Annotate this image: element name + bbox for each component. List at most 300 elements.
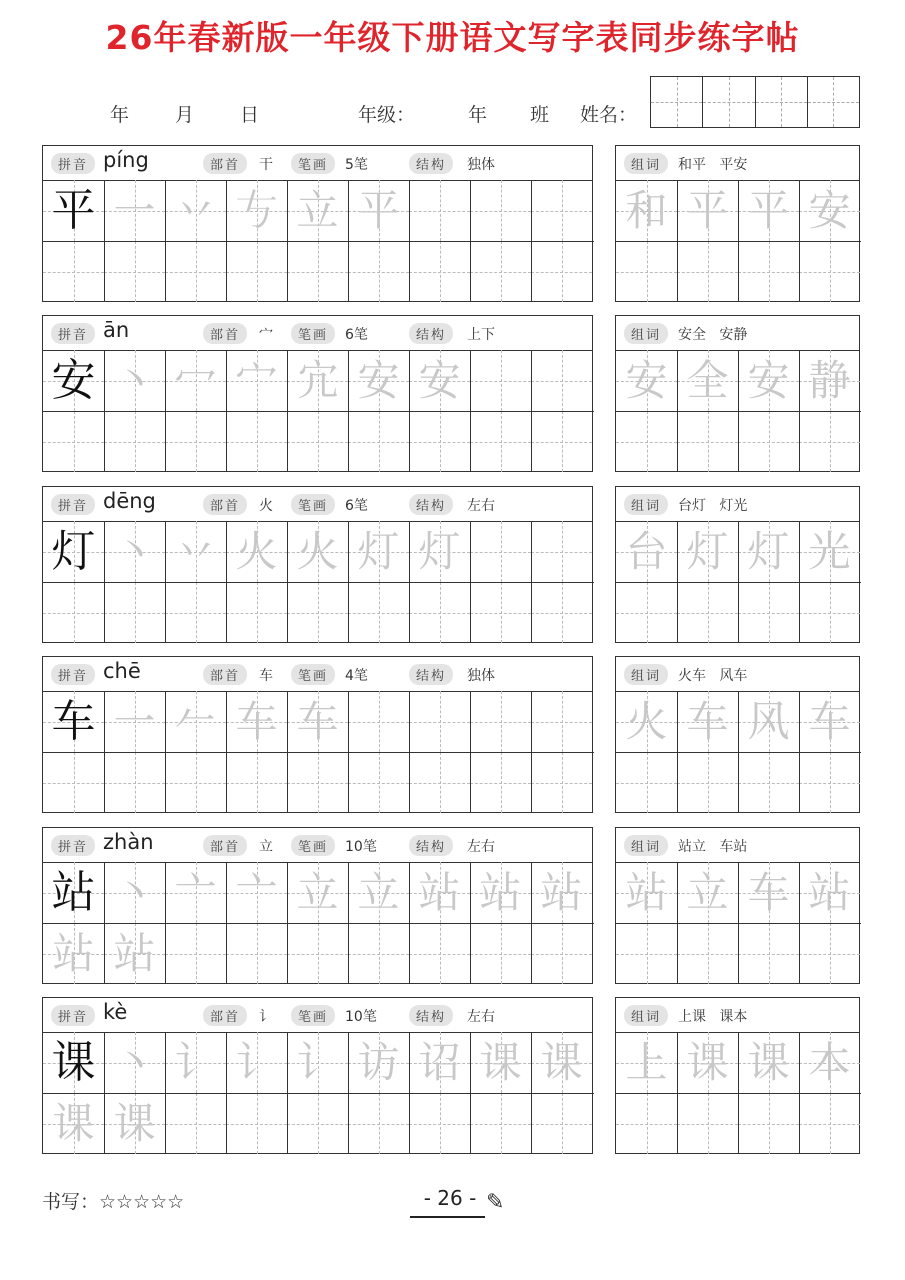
word-writing-cell[interactable] (738, 241, 799, 302)
writing-cell[interactable] (470, 1093, 531, 1154)
word-trace-character: 平 (686, 186, 729, 235)
stroke-order-step: 冖 (174, 356, 217, 405)
word-writing-cell[interactable] (677, 1032, 738, 1093)
writing-cell[interactable] (43, 1093, 104, 1154)
stroke-order-step: 丶 (113, 1038, 156, 1087)
structure-value: 独体 (467, 668, 495, 684)
writing-cell[interactable] (104, 241, 165, 302)
writing-cell[interactable] (165, 350, 226, 411)
structure-value: 左右 (467, 498, 495, 514)
word-writing-cell[interactable] (799, 752, 860, 813)
stroke-order-step: 丶 (113, 356, 156, 405)
words-tag: 组词 (624, 323, 668, 344)
stroke-order-step: 丶 (113, 527, 156, 576)
stroke-order-step: 站 (113, 929, 156, 978)
writing-cell[interactable] (531, 1032, 592, 1093)
writing-cell[interactable] (43, 582, 104, 643)
writing-cell[interactable] (43, 521, 104, 582)
word-writing-cell[interactable] (616, 180, 677, 241)
pinyin-tag: 拼音 (51, 494, 95, 515)
pinyin-tag: 拼音 (51, 664, 95, 685)
word-writing-cell[interactable] (677, 582, 738, 643)
writing-cell[interactable] (348, 923, 409, 984)
writing-cell[interactable] (104, 1093, 165, 1154)
strokes-tag: 笔画 (291, 153, 335, 174)
stroke-order-step: 火 (235, 527, 278, 576)
writing-cell[interactable] (165, 752, 226, 813)
char-info-row (43, 657, 592, 692)
writing-cell[interactable] (470, 923, 531, 984)
words-info-row (616, 828, 859, 863)
word-trace-character: 静 (808, 356, 851, 405)
date-day-label: 日 (240, 104, 260, 126)
stroke-order-step: 诏 (418, 1038, 461, 1087)
writing-cell[interactable] (409, 1032, 470, 1093)
word-practice-block (615, 656, 860, 813)
name-box[interactable] (650, 76, 703, 128)
writing-cell[interactable] (43, 241, 104, 302)
word-writing-cell[interactable] (738, 411, 799, 472)
writing-cell[interactable] (104, 411, 165, 472)
words-info-row (616, 487, 859, 522)
word-writing-cell[interactable] (799, 180, 860, 241)
model-character: 灯 (51, 526, 96, 577)
writing-cell[interactable] (287, 582, 348, 643)
word-writing-cell[interactable] (677, 923, 738, 984)
radical-value: 车 (259, 668, 273, 684)
writing-cell[interactable] (226, 582, 287, 643)
structure-value: 独体 (467, 157, 495, 173)
structure-tag: 结构 (409, 835, 453, 856)
stroke-order-step: 讠 (296, 1038, 339, 1087)
writing-cell[interactable] (226, 691, 287, 752)
name-box[interactable] (756, 76, 808, 128)
word-trace-character: 安 (625, 356, 668, 405)
writing-cell[interactable] (226, 241, 287, 302)
writing-cell[interactable] (348, 411, 409, 472)
writing-cell[interactable] (43, 862, 104, 923)
writing-cell[interactable] (348, 350, 409, 411)
word-trace-character: 灯 (747, 527, 790, 576)
writing-cell[interactable] (470, 691, 531, 752)
word-trace-character: 车 (747, 868, 790, 917)
structure-value: 左右 (467, 1009, 495, 1025)
word-writing-cell[interactable] (616, 862, 677, 923)
stroke-order-step: 课 (479, 1038, 522, 1087)
char-practice-block (42, 486, 593, 643)
writing-cell[interactable] (470, 582, 531, 643)
word-trace-character: 站 (625, 868, 668, 917)
stroke-order-step: 一 (113, 697, 156, 746)
structure-tag: 结构 (409, 494, 453, 515)
stroke-order-step: 𠂉 (174, 697, 217, 746)
model-character: 站 (51, 867, 96, 918)
writing-cell[interactable] (531, 521, 592, 582)
strokes-value: 10笔 (345, 839, 377, 855)
writing-cell[interactable] (226, 862, 287, 923)
writing-cell[interactable] (43, 752, 104, 813)
page-number: - 26 - (423, 1186, 477, 1210)
word-writing-cell[interactable] (616, 752, 677, 813)
writing-cell[interactable] (409, 691, 470, 752)
char-info-row (43, 998, 592, 1033)
word-practice-block (615, 145, 860, 302)
word-writing-cell[interactable] (677, 752, 738, 813)
word-writing-cell[interactable] (616, 1093, 677, 1154)
class-label: 班 (530, 104, 550, 126)
writing-cell[interactable] (165, 411, 226, 472)
word-writing-cell[interactable] (616, 350, 677, 411)
writing-cell[interactable] (43, 691, 104, 752)
stroke-order-step: 丷 (174, 527, 217, 576)
writing-cell[interactable] (226, 752, 287, 813)
writing-cell[interactable] (409, 1093, 470, 1154)
writing-cell[interactable] (470, 180, 531, 241)
stroke-order-step: 宂 (296, 356, 339, 405)
char-practice-block (42, 656, 593, 813)
words-tag: 组词 (624, 153, 668, 174)
structure-value: 上下 (467, 327, 495, 343)
writing-cell[interactable] (165, 241, 226, 302)
radical-tag: 部首 (203, 664, 247, 685)
writing-cell[interactable] (226, 923, 287, 984)
stroke-order-step: 丶 (113, 868, 156, 917)
pinyin-value: dēng (103, 489, 156, 513)
writing-cell[interactable] (165, 1093, 226, 1154)
structure-tag: 结构 (409, 323, 453, 344)
word-trace-character: 课 (747, 1038, 790, 1087)
word-writing-cell[interactable] (738, 862, 799, 923)
words-info-row (616, 998, 859, 1033)
grade-year-label: 年 (468, 104, 488, 126)
word-writing-cell[interactable] (738, 923, 799, 984)
word-practice-block (615, 486, 860, 643)
writing-cell[interactable] (104, 521, 165, 582)
pinyin-value: chē (103, 659, 141, 683)
writing-cell[interactable] (104, 180, 165, 241)
structure-tag: 结构 (409, 153, 453, 174)
writing-cell[interactable] (470, 1032, 531, 1093)
word-writing-cell[interactable] (616, 411, 677, 472)
words-value: 站立 车站 (678, 839, 748, 855)
writing-cell[interactable] (104, 752, 165, 813)
word-writing-cell[interactable] (677, 411, 738, 472)
writing-cell[interactable] (409, 521, 470, 582)
writing-cell[interactable] (104, 691, 165, 752)
name-box[interactable] (808, 76, 860, 128)
word-trace-character: 火 (625, 697, 668, 746)
stroke-order-step: 安 (357, 356, 400, 405)
writing-cell[interactable] (287, 752, 348, 813)
writing-cell[interactable] (43, 1032, 104, 1093)
word-writing-cell[interactable] (799, 1032, 860, 1093)
strokes-value: 6笔 (345, 498, 368, 514)
stroke-order-step: 𠀁 (235, 186, 278, 235)
words-info-row (616, 657, 859, 692)
writing-cell[interactable] (43, 350, 104, 411)
model-character: 课 (51, 1037, 96, 1088)
writing-cell[interactable] (348, 752, 409, 813)
word-writing-cell[interactable] (799, 1093, 860, 1154)
strokes-tag: 笔画 (291, 494, 335, 515)
stroke-order-step: 亠 (235, 868, 278, 917)
word-writing-cell[interactable] (677, 350, 738, 411)
writing-cell[interactable] (470, 350, 531, 411)
writing-cell[interactable] (409, 923, 470, 984)
writing-cell[interactable] (287, 862, 348, 923)
word-writing-cell[interactable] (616, 923, 677, 984)
writing-cell[interactable] (226, 521, 287, 582)
writing-cell[interactable] (287, 241, 348, 302)
words-info-row (616, 146, 859, 181)
word-writing-cell[interactable] (799, 691, 860, 752)
writing-cell[interactable] (348, 241, 409, 302)
name-box[interactable] (703, 76, 755, 128)
writing-cell[interactable] (287, 180, 348, 241)
word-writing-cell[interactable] (677, 862, 738, 923)
word-practice-block (615, 997, 860, 1154)
word-trace-character: 安 (808, 186, 851, 235)
writing-cell[interactable] (165, 521, 226, 582)
stroke-order-step: 立 (296, 868, 339, 917)
word-writing-cell[interactable] (738, 180, 799, 241)
writing-cell[interactable] (409, 350, 470, 411)
word-trace-character: 全 (686, 356, 729, 405)
word-writing-cell[interactable] (738, 1032, 799, 1093)
writing-cell[interactable] (409, 411, 470, 472)
word-writing-cell[interactable] (799, 862, 860, 923)
structure-tag: 结构 (409, 1005, 453, 1026)
writing-cell[interactable] (104, 350, 165, 411)
radical-tag: 部首 (203, 494, 247, 515)
stroke-order-step: 立 (296, 186, 339, 235)
radical-tag: 部首 (203, 323, 247, 344)
stroke-order-step: 站 (52, 929, 95, 978)
stroke-order-step: 安 (418, 356, 461, 405)
char-practice-block (42, 145, 593, 302)
writing-cell[interactable] (104, 582, 165, 643)
word-writing-cell[interactable] (616, 241, 677, 302)
writing-cell[interactable] (409, 862, 470, 923)
writing-cell[interactable] (165, 691, 226, 752)
writing-cell[interactable] (348, 521, 409, 582)
writing-cell[interactable] (43, 180, 104, 241)
pinyin-tag: 拼音 (51, 1005, 95, 1026)
stroke-order-step: 课 (52, 1099, 95, 1148)
word-trace-character: 灯 (686, 527, 729, 576)
words-info-row (616, 316, 859, 351)
writing-cell[interactable] (531, 691, 592, 752)
writing-cell[interactable] (409, 241, 470, 302)
writing-cell[interactable] (165, 862, 226, 923)
structure-value: 左右 (467, 839, 495, 855)
word-trace-character: 课 (686, 1038, 729, 1087)
word-writing-cell[interactable] (677, 1093, 738, 1154)
radical-value: 火 (259, 498, 273, 514)
char-info-row (43, 146, 592, 181)
word-writing-cell[interactable] (799, 582, 860, 643)
strokes-value: 10笔 (345, 1009, 377, 1025)
writing-cell[interactable] (226, 1093, 287, 1154)
stroke-order-step: 车 (296, 697, 339, 746)
writing-cell[interactable] (226, 180, 287, 241)
word-trace-character: 平 (747, 186, 790, 235)
writing-cell[interactable] (531, 582, 592, 643)
pinyin-tag: 拼音 (51, 323, 95, 344)
word-writing-cell[interactable] (799, 411, 860, 472)
word-writing-cell[interactable] (738, 582, 799, 643)
writing-cell[interactable] (348, 1093, 409, 1154)
word-writing-cell[interactable] (738, 691, 799, 752)
writing-cell[interactable] (531, 752, 592, 813)
stroke-order-step: 丷 (174, 186, 217, 235)
writing-cell[interactable] (43, 923, 104, 984)
stroke-order-step: 课 (113, 1099, 156, 1148)
writing-cell[interactable] (470, 521, 531, 582)
writing-cell[interactable] (287, 1032, 348, 1093)
writing-cell[interactable] (470, 752, 531, 813)
writing-cell[interactable] (531, 180, 592, 241)
writing-cell[interactable] (104, 862, 165, 923)
word-practice-block (615, 315, 860, 472)
writing-cell[interactable] (531, 350, 592, 411)
words-value: 和平 平安 (678, 157, 748, 173)
words-tag: 组词 (624, 835, 668, 856)
writing-cell[interactable] (287, 1093, 348, 1154)
name-write-boxes[interactable] (650, 76, 860, 128)
radical-value: 宀 (259, 327, 273, 343)
stroke-order-step: 立 (357, 868, 400, 917)
writing-cell[interactable] (348, 862, 409, 923)
stroke-order-step: 站 (479, 868, 522, 917)
word-writing-cell[interactable] (799, 350, 860, 411)
writing-cell[interactable] (43, 411, 104, 472)
radical-tag: 部首 (203, 153, 247, 174)
word-writing-cell[interactable] (677, 691, 738, 752)
writing-cell[interactable] (470, 241, 531, 302)
page-underline (410, 1216, 485, 1218)
writing-cell[interactable] (287, 923, 348, 984)
char-practice-block (42, 315, 593, 472)
model-character: 车 (51, 696, 96, 747)
word-writing-cell[interactable] (738, 350, 799, 411)
word-trace-character: 站 (808, 868, 851, 917)
radical-tag: 部首 (203, 1005, 247, 1026)
word-trace-character: 风 (747, 697, 790, 746)
stroke-order-step: 站 (418, 868, 461, 917)
word-writing-cell[interactable] (616, 521, 677, 582)
radical-value: 讠 (259, 1009, 273, 1025)
word-practice-block (615, 827, 860, 984)
stroke-order-step: 亠 (174, 868, 217, 917)
char-practice-block (42, 997, 593, 1154)
writing-cell[interactable] (165, 1032, 226, 1093)
stroke-order-step: 站 (540, 868, 583, 917)
word-writing-cell[interactable] (677, 521, 738, 582)
pinyin-value: kè (103, 1000, 128, 1024)
writing-cell[interactable] (348, 180, 409, 241)
words-value: 安全 安静 (678, 327, 748, 343)
writing-cell[interactable] (531, 862, 592, 923)
writing-cell[interactable] (165, 923, 226, 984)
stroke-order-step: 讠 (235, 1038, 278, 1087)
writing-cell[interactable] (409, 752, 470, 813)
writing-cell[interactable] (348, 691, 409, 752)
strokes-value: 5笔 (345, 157, 368, 173)
writing-cell[interactable] (287, 691, 348, 752)
word-writing-cell[interactable] (616, 582, 677, 643)
words-tag: 组词 (624, 1005, 668, 1026)
words-value: 台灯 灯光 (678, 498, 748, 514)
stroke-order-step: 访 (357, 1038, 400, 1087)
words-value: 上课 课本 (678, 1009, 748, 1025)
writing-cell[interactable] (348, 582, 409, 643)
char-info-row (43, 487, 592, 522)
word-writing-cell[interactable] (799, 521, 860, 582)
writing-cell[interactable] (470, 411, 531, 472)
char-practice-block (42, 827, 593, 984)
char-info-row (43, 828, 592, 863)
writing-cell[interactable] (409, 180, 470, 241)
writing-cell[interactable] (165, 180, 226, 241)
word-writing-cell[interactable] (616, 1032, 677, 1093)
writing-cell[interactable] (348, 1032, 409, 1093)
word-writing-cell[interactable] (677, 241, 738, 302)
word-writing-cell[interactable] (738, 1093, 799, 1154)
structure-tag: 结构 (409, 664, 453, 685)
writing-rating: 书写：☆☆☆☆☆ (42, 1191, 185, 1213)
writing-cell[interactable] (165, 582, 226, 643)
word-trace-character: 车 (686, 697, 729, 746)
word-writing-cell[interactable] (616, 691, 677, 752)
word-trace-character: 和 (625, 186, 668, 235)
stroke-order-step: 宀 (235, 356, 278, 405)
word-writing-cell[interactable] (799, 241, 860, 302)
word-trace-character: 车 (808, 697, 851, 746)
writing-cell[interactable] (531, 1093, 592, 1154)
writing-cell[interactable] (531, 241, 592, 302)
word-writing-cell[interactable] (738, 752, 799, 813)
pinyin-value: zhàn (103, 830, 154, 854)
writing-cell[interactable] (104, 923, 165, 984)
writing-cell[interactable] (287, 521, 348, 582)
name-label: 姓名： (580, 104, 638, 126)
writing-cell[interactable] (531, 923, 592, 984)
writing-cell[interactable] (287, 350, 348, 411)
word-writing-cell[interactable] (738, 521, 799, 582)
writing-cell[interactable] (470, 862, 531, 923)
word-trace-character: 光 (808, 527, 851, 576)
stroke-order-step: 灯 (357, 527, 400, 576)
writing-cell[interactable] (226, 1032, 287, 1093)
writing-cell[interactable] (531, 411, 592, 472)
word-trace-character: 安 (747, 356, 790, 405)
radical-tag: 部首 (203, 835, 247, 856)
strokes-tag: 笔画 (291, 835, 335, 856)
stroke-order-step: 一 (113, 186, 156, 235)
writing-cell[interactable] (104, 1032, 165, 1093)
writing-cell[interactable] (409, 582, 470, 643)
stroke-order-step: 讠 (174, 1038, 217, 1087)
word-writing-cell[interactable] (799, 923, 860, 984)
word-writing-cell[interactable] (677, 180, 738, 241)
pinyin-tag: 拼音 (51, 153, 95, 174)
pen-icon: ✎ (486, 1190, 505, 1215)
words-tag: 组词 (624, 494, 668, 515)
writing-cell[interactable] (287, 411, 348, 472)
writing-cell[interactable] (226, 411, 287, 472)
writing-cell[interactable] (226, 350, 287, 411)
